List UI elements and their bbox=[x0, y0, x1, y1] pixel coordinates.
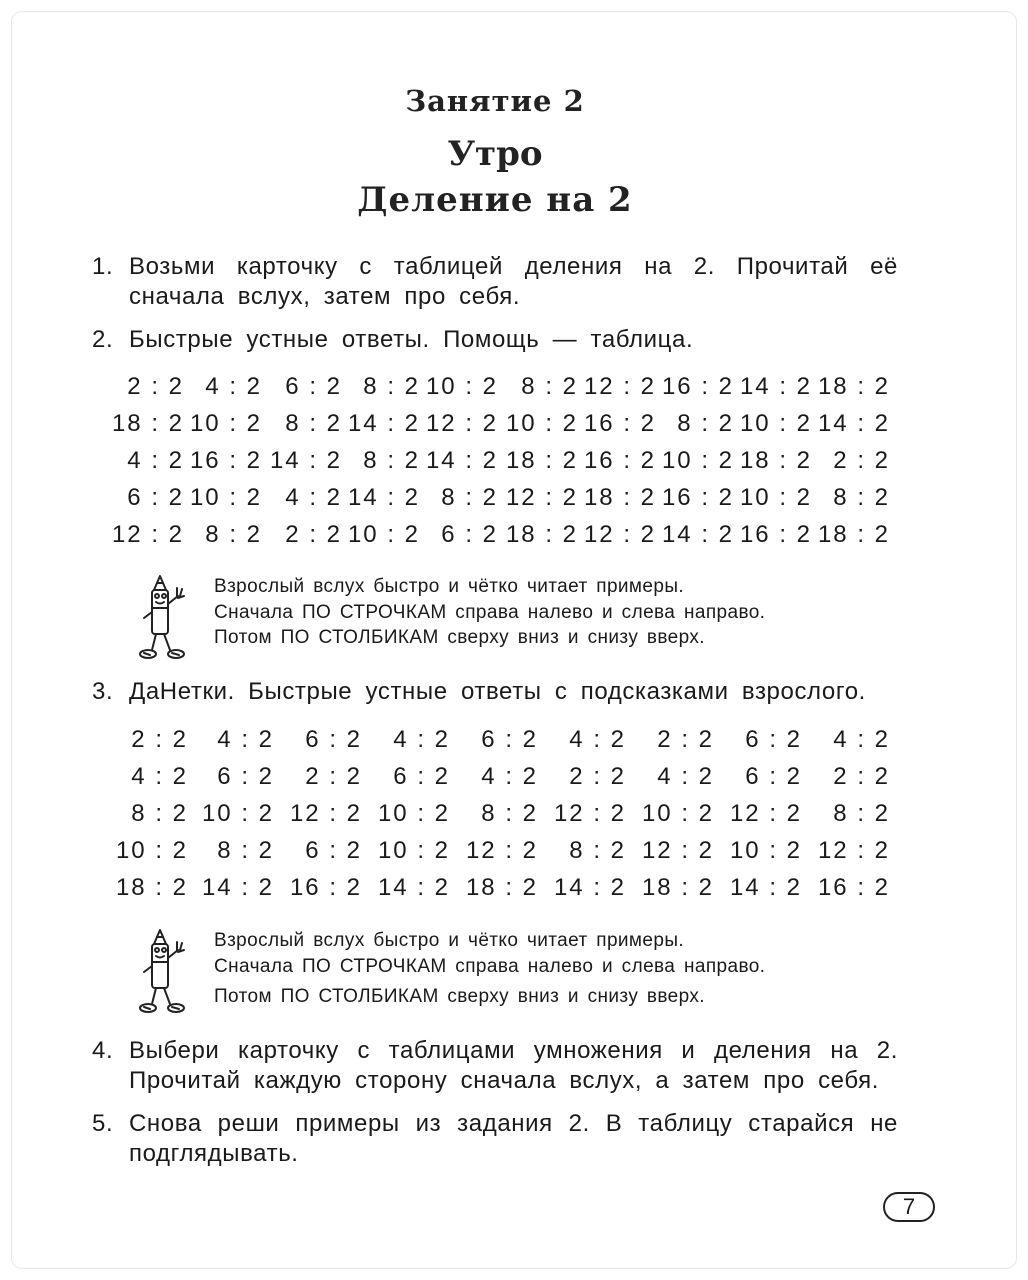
task-number: 2. bbox=[92, 326, 114, 353]
division-example: 12 : 2 bbox=[111, 521, 184, 548]
note-line: Сначала ПО СТРОЧКАМ справа налево и слева направо. bbox=[214, 955, 766, 977]
division-example: 16 : 2 bbox=[739, 521, 812, 548]
task-5 bbox=[92, 1109, 898, 1169]
task-text: Возьми карточку с таблицей деления на 2. Прочитай её сначала вслух, затем про себя. bbox=[129, 253, 898, 310]
division-example: 10 : 2 bbox=[115, 837, 188, 864]
task-number: 1. bbox=[92, 253, 114, 280]
division-example: 4 : 2 bbox=[285, 484, 342, 511]
division-example: 14 : 2 bbox=[553, 874, 626, 901]
division-example: 14 : 2 bbox=[661, 521, 734, 548]
division-example: 10 : 2 bbox=[661, 447, 734, 474]
division-example: 18 : 2 bbox=[817, 373, 890, 400]
division-example: 2 : 2 bbox=[569, 763, 626, 790]
grid-row bbox=[0, 519, 1028, 551]
note-line: Взрослый вслух быстро и чётко читает примеры. bbox=[214, 576, 685, 597]
grid-row bbox=[0, 835, 1028, 867]
division-example: 2 : 2 bbox=[131, 726, 188, 753]
division-example: 10 : 2 bbox=[425, 373, 498, 400]
division-example: 6 : 2 bbox=[393, 763, 450, 790]
division-example: 8 : 2 bbox=[521, 373, 578, 400]
division-example: 12 : 2 bbox=[465, 837, 538, 864]
division-example: 10 : 2 bbox=[189, 410, 262, 437]
subtitle-topic: Деление на 2 bbox=[357, 180, 633, 220]
division-example: 12 : 2 bbox=[583, 373, 656, 400]
division-example: 2 : 2 bbox=[833, 447, 890, 474]
instruction-note-2 bbox=[214, 928, 854, 1010]
grid-row bbox=[0, 761, 1028, 793]
pencil-character-icon bbox=[134, 574, 196, 662]
division-example: 10 : 2 bbox=[201, 800, 274, 827]
division-example: 10 : 2 bbox=[505, 410, 578, 437]
subtitle-morning: Утро bbox=[447, 134, 543, 174]
division-example: 12 : 2 bbox=[583, 521, 656, 548]
division-example: 8 : 2 bbox=[569, 837, 626, 864]
division-example: 18 : 2 bbox=[817, 521, 890, 548]
division-example: 16 : 2 bbox=[189, 447, 262, 474]
division-example: 8 : 2 bbox=[363, 373, 420, 400]
grid-row bbox=[0, 798, 1028, 830]
division-example: 4 : 2 bbox=[569, 726, 626, 753]
division-example: 6 : 2 bbox=[481, 726, 538, 753]
division-example: 2 : 2 bbox=[305, 763, 362, 790]
division-example: 10 : 2 bbox=[729, 837, 802, 864]
division-example: 4 : 2 bbox=[217, 726, 274, 753]
pencil-character-icon bbox=[134, 928, 196, 1016]
division-example: 10 : 2 bbox=[641, 800, 714, 827]
instruction-note-1 bbox=[214, 574, 854, 651]
division-example: 4 : 2 bbox=[657, 763, 714, 790]
division-example: 4 : 2 bbox=[205, 373, 262, 400]
task-1 bbox=[92, 252, 898, 312]
task-number: 5. bbox=[92, 1110, 114, 1137]
division-example: 4 : 2 bbox=[127, 447, 184, 474]
task-number: 3. bbox=[92, 678, 114, 705]
division-example: 4 : 2 bbox=[131, 763, 188, 790]
grid-row bbox=[0, 445, 1028, 477]
note-line: Взрослый вслух быстро и чётко читает примеры. bbox=[214, 930, 685, 951]
division-example: 8 : 2 bbox=[131, 800, 188, 827]
division-example: 16 : 2 bbox=[583, 447, 656, 474]
division-example: 6 : 2 bbox=[305, 726, 362, 753]
division-example: 2 : 2 bbox=[657, 726, 714, 753]
task-number: 4. bbox=[92, 1037, 114, 1064]
division-example: 18 : 2 bbox=[465, 874, 538, 901]
division-example: 6 : 2 bbox=[441, 521, 498, 548]
division-example: 8 : 2 bbox=[441, 484, 498, 511]
task-2 bbox=[92, 325, 898, 355]
note-line: Потом ПО СТОЛБИКАМ сверху вниз и снизу вверх. bbox=[214, 986, 705, 1007]
division-example: 14 : 2 bbox=[425, 447, 498, 474]
division-example: 14 : 2 bbox=[347, 410, 420, 437]
note-line: Потом ПО СТОЛБИКАМ сверху вниз и снизу вверх. bbox=[214, 627, 705, 648]
division-example: 16 : 2 bbox=[661, 484, 734, 511]
division-example: 6 : 2 bbox=[127, 484, 184, 511]
division-example: 10 : 2 bbox=[377, 800, 450, 827]
division-example: 12 : 2 bbox=[289, 800, 362, 827]
task-text: Снова реши примеры из задания 2. В таблицу старайся не подглядывать. bbox=[129, 1110, 898, 1167]
task-text: Быстрые устные ответы. Помощь — таблица. bbox=[129, 326, 694, 353]
division-example: 2 : 2 bbox=[833, 763, 890, 790]
lesson-title: Занятие 2 bbox=[405, 84, 585, 118]
division-example: 18 : 2 bbox=[111, 410, 184, 437]
division-example: 16 : 2 bbox=[289, 874, 362, 901]
division-example: 18 : 2 bbox=[641, 874, 714, 901]
division-example: 8 : 2 bbox=[205, 521, 262, 548]
division-example: 18 : 2 bbox=[115, 874, 188, 901]
task-text: ДаНетки. Быстрые устные ответы с подсказками взрослого. bbox=[129, 678, 866, 705]
division-example: 8 : 2 bbox=[363, 447, 420, 474]
division-example: 6 : 2 bbox=[305, 837, 362, 864]
division-example: 18 : 2 bbox=[505, 447, 578, 474]
division-example: 14 : 2 bbox=[347, 484, 420, 511]
task-4 bbox=[92, 1036, 898, 1096]
division-example: 16 : 2 bbox=[661, 373, 734, 400]
grid-row bbox=[0, 482, 1028, 514]
division-example: 8 : 2 bbox=[833, 800, 890, 827]
division-example: 14 : 2 bbox=[729, 874, 802, 901]
task-3 bbox=[92, 677, 898, 707]
division-example: 2 : 2 bbox=[127, 373, 184, 400]
division-example: 16 : 2 bbox=[817, 874, 890, 901]
division-example: 10 : 2 bbox=[739, 410, 812, 437]
division-example: 12 : 2 bbox=[553, 800, 626, 827]
division-example: 16 : 2 bbox=[583, 410, 656, 437]
division-example: 8 : 2 bbox=[217, 837, 274, 864]
division-example: 14 : 2 bbox=[377, 874, 450, 901]
division-example: 14 : 2 bbox=[817, 410, 890, 437]
division-example: 12 : 2 bbox=[729, 800, 802, 827]
division-example: 8 : 2 bbox=[285, 410, 342, 437]
division-example: 6 : 2 bbox=[745, 763, 802, 790]
grid-row bbox=[0, 724, 1028, 756]
grid-row bbox=[0, 371, 1028, 403]
division-example: 14 : 2 bbox=[739, 373, 812, 400]
division-example: 10 : 2 bbox=[739, 484, 812, 511]
division-example: 14 : 2 bbox=[201, 874, 274, 901]
division-example: 14 : 2 bbox=[269, 447, 342, 474]
division-example: 10 : 2 bbox=[377, 837, 450, 864]
division-example: 18 : 2 bbox=[583, 484, 656, 511]
task-text: Выбери карточку с таблицами умножения и деления на 2. Прочитай каждую сторону сначала вслух, а затем про себя. bbox=[129, 1037, 898, 1094]
division-example: 12 : 2 bbox=[505, 484, 578, 511]
division-example: 4 : 2 bbox=[833, 726, 890, 753]
division-example: 8 : 2 bbox=[833, 484, 890, 511]
division-example: 6 : 2 bbox=[745, 726, 802, 753]
division-example: 8 : 2 bbox=[677, 410, 734, 437]
division-example: 18 : 2 bbox=[505, 521, 578, 548]
division-example: 12 : 2 bbox=[817, 837, 890, 864]
division-example: 2 : 2 bbox=[285, 521, 342, 548]
division-example: 6 : 2 bbox=[217, 763, 274, 790]
division-example: 18 : 2 bbox=[739, 447, 812, 474]
page-number: 7 bbox=[883, 1192, 935, 1222]
note-line: Сначала ПО СТРОЧКАМ справа налево и слева направо. bbox=[214, 601, 766, 623]
division-example: 4 : 2 bbox=[481, 763, 538, 790]
division-example: 6 : 2 bbox=[285, 373, 342, 400]
division-example: 8 : 2 bbox=[481, 800, 538, 827]
grid-row bbox=[0, 408, 1028, 440]
division-example: 4 : 2 bbox=[393, 726, 450, 753]
grid-row bbox=[0, 872, 1028, 904]
division-example: 12 : 2 bbox=[425, 410, 498, 437]
division-example: 10 : 2 bbox=[189, 484, 262, 511]
division-example: 10 : 2 bbox=[347, 521, 420, 548]
division-example: 12 : 2 bbox=[641, 837, 714, 864]
